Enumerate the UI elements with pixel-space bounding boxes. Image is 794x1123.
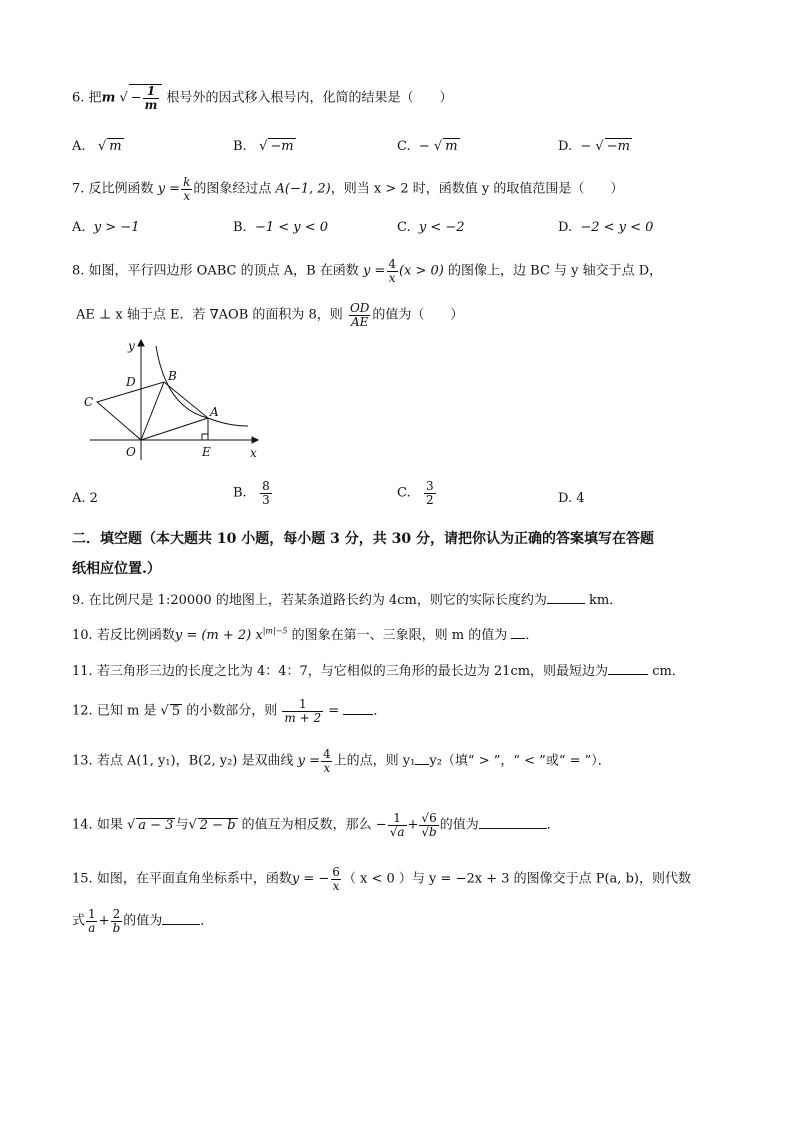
segment-ob xyxy=(141,382,164,440)
section-2-heading-line-2: 纸相应位置.） xyxy=(72,561,161,577)
option-text: −2 < y < 0 xyxy=(580,220,654,235)
option-text: 4 xyxy=(576,491,585,506)
q15-func: y = − xyxy=(291,871,330,887)
q6-radicand xyxy=(129,84,163,111)
label-x: x xyxy=(250,446,257,460)
q13-mid2: y₂（填“ > ”，“ < ”或“ = ”）． xyxy=(429,753,611,769)
answer-blank[interactable] xyxy=(511,626,525,639)
q11-post: cm． xyxy=(652,664,685,679)
q7-option-c[interactable] xyxy=(397,220,465,235)
q14-end: ． xyxy=(546,817,560,833)
q15-plus: + xyxy=(98,913,110,929)
frac-num: 1 xyxy=(298,697,307,711)
q7-point: A(−1, 2) xyxy=(275,181,331,197)
option-radicand: −m xyxy=(270,139,294,154)
q7-pre: 反比例函数 xyxy=(88,181,154,197)
q10-func: y = (m + 2) x xyxy=(174,628,263,643)
q10-exponent: |m|−5 xyxy=(262,626,288,636)
q8-number: 8. xyxy=(72,263,85,279)
q15-pre: 如图，在平面直角坐标系中，函数 xyxy=(96,871,292,887)
q14-mid: 的值互为相反数，那么 − xyxy=(241,817,387,833)
question-11 xyxy=(72,662,685,678)
q6-option-d[interactable]: D. − √ −m xyxy=(558,139,630,154)
q7-func: y = xyxy=(157,181,181,197)
hyperbola-curve xyxy=(156,346,248,426)
option-radicand: m xyxy=(109,139,122,154)
q8-line2-pre: AE ⊥ x 轴于点 E．若 ∇AOB 的面积为 8，则 xyxy=(76,307,343,323)
question-9 xyxy=(72,591,622,607)
q8-line1-pre: 如图，平行四边形 OABC 的顶点 A，B 在函数 xyxy=(88,263,359,279)
right-angle-mark xyxy=(202,434,208,440)
question-8-line-2 xyxy=(76,302,463,328)
frac-den: b xyxy=(112,920,121,935)
radical-sign: √ xyxy=(97,139,107,154)
q8-option-c[interactable] xyxy=(397,480,437,506)
option-label: B. xyxy=(233,220,247,235)
q10-number: 10. xyxy=(72,628,93,643)
q6-fraction xyxy=(143,85,160,111)
q12-end: ． xyxy=(373,703,387,719)
frac-den: x xyxy=(323,760,331,775)
q8-fraction xyxy=(386,258,398,284)
question-15-line-2 xyxy=(72,908,213,934)
q6-number: 6. xyxy=(72,90,85,106)
frac-den: a xyxy=(88,920,96,935)
q7-option-d[interactable] xyxy=(558,220,653,235)
q15-number: 15. xyxy=(72,871,93,887)
q13-func: y = xyxy=(297,753,321,769)
q8-func: y = xyxy=(362,263,386,279)
q6-option-b[interactable] xyxy=(233,138,296,154)
q13-mid: 上的点，则 y₁ xyxy=(333,753,416,769)
q7-mid: 的图象经过点 xyxy=(193,181,272,197)
frac-den: 2 xyxy=(426,492,434,507)
option-text: y < −2 xyxy=(418,220,465,235)
question-13 xyxy=(72,748,611,774)
q15-post: 的值为 xyxy=(123,913,163,929)
frac-den: √b xyxy=(421,824,437,839)
answer-blank[interactable] xyxy=(415,752,429,765)
option-text: −1 < y < 0 xyxy=(254,220,329,235)
frac-num: 6 xyxy=(332,865,340,879)
option-label: D. xyxy=(558,491,573,506)
label-c: C xyxy=(84,395,94,409)
q6-option-a[interactable] xyxy=(72,138,124,154)
frac-num: 8 xyxy=(262,479,270,493)
option-label: A. xyxy=(72,139,86,154)
label-d: D xyxy=(126,375,136,389)
q10-post: 的图象在第一、三象限，则 m 的值为 xyxy=(291,628,508,643)
option-label: A. xyxy=(72,220,86,235)
frac-num: 2 xyxy=(112,907,121,921)
q13-fraction xyxy=(321,748,333,774)
frac-den: AE xyxy=(350,314,369,329)
q6-pre: 把 xyxy=(88,90,102,106)
question-14: 14. 如果 √ a − 3 与√ 2 − b 的值互为相反数，那么 − $\frac{1}{√a}$ + $\frac{√6}{√b}$ 的值为 ． xyxy=(72,811,560,839)
frac-den: x xyxy=(183,188,191,203)
label-o: O xyxy=(126,445,136,459)
frac-den: x xyxy=(332,878,340,893)
question-12: 12. 已知 m 是 √ 5 的小数部分，则 $\frac{1}{m + 2}$ = ． xyxy=(72,697,387,725)
option-fraction xyxy=(424,480,436,506)
option-label: C. xyxy=(397,220,411,235)
frac-den: √a xyxy=(389,824,405,839)
answer-blank[interactable] xyxy=(479,816,547,829)
q13-number: 13. xyxy=(72,753,93,769)
label-b: B xyxy=(168,369,177,383)
q13-pre: 若点 A(1, y₁)，B(2, y₂) 是双曲线 xyxy=(96,753,294,769)
option-label: D. xyxy=(558,220,573,235)
q15-end: ． xyxy=(200,913,214,929)
q14-radicand-2: 2 − b xyxy=(199,817,236,833)
q7-number: 7. xyxy=(72,181,85,197)
frac-den: 3 xyxy=(262,492,270,507)
question-7 xyxy=(72,176,623,202)
radical-sign: √ xyxy=(119,90,128,106)
frac-num: 4 xyxy=(388,257,396,271)
q12-pre: 已知 m 是 xyxy=(96,703,157,719)
q15-fraction xyxy=(330,866,342,892)
q7-fraction xyxy=(181,176,192,202)
q8-cond: (x > 0) xyxy=(398,263,444,279)
option-text: y > −1 xyxy=(93,220,140,235)
q12-fraction xyxy=(282,698,323,724)
q11-number: 11. xyxy=(72,664,93,679)
frac-num: √6 xyxy=(421,811,437,825)
q12-mid: 的小数部分，则 xyxy=(186,703,278,719)
radical-sign: √ xyxy=(595,139,604,154)
label-a: A xyxy=(210,405,219,419)
q6-option-c[interactable]: C. − √ m xyxy=(397,139,458,154)
frac-num: 1 xyxy=(393,811,401,825)
frac-num: OD xyxy=(349,301,370,315)
q14-radicand-1: a − 3 xyxy=(138,817,174,833)
frac-num: 3 xyxy=(426,479,434,493)
option-text: 2 xyxy=(89,491,98,506)
q6-minus: − xyxy=(130,90,142,106)
x-axis-arrow xyxy=(252,437,258,443)
option-label: C. xyxy=(397,139,411,154)
q14-number: 14. xyxy=(72,817,93,833)
option-label: B. xyxy=(233,139,247,154)
frac-num: k xyxy=(183,175,191,189)
option-label: D. xyxy=(558,139,573,154)
q10-end: ． xyxy=(525,628,539,643)
q11-text: 若三角形三边的长度之比为 4：4：7，与它相似的三角形的最长边为 21cm，则最短边为 xyxy=(96,664,609,679)
y-axis-arrow xyxy=(138,340,144,346)
option-label: C. xyxy=(397,485,411,501)
q8-line2-post: 的值为（ ） xyxy=(372,307,464,323)
answer-blank[interactable] xyxy=(162,912,200,925)
option-fraction xyxy=(260,480,272,506)
q14-plus: + xyxy=(407,817,419,833)
q6-factor: m xyxy=(101,90,116,106)
q7-option-a[interactable] xyxy=(72,220,139,235)
q15-line2-pre: 式 xyxy=(72,913,86,929)
q12-equals: = xyxy=(328,703,340,719)
frac-num: 1 xyxy=(88,907,96,921)
question-8-line-1 xyxy=(72,258,662,284)
q8-option-d[interactable] xyxy=(558,491,585,506)
q10-pre: 若反比例函数 xyxy=(96,628,175,643)
radical-sign: √ xyxy=(433,139,443,154)
q9-post: km． xyxy=(588,593,623,608)
q14-and: 与 xyxy=(175,817,189,833)
label-e: E xyxy=(202,445,211,459)
q9-text: 在比例尺是 1:20000 的地图上，若某条道路长约为 4cm，则它的实际长度约为 xyxy=(88,593,547,608)
label-y: y xyxy=(128,339,135,353)
q8-ratio xyxy=(348,302,371,328)
answer-blank[interactable] xyxy=(343,702,373,715)
q14-pre: 如果 xyxy=(96,817,123,833)
answer-blank[interactable] xyxy=(608,662,648,675)
q12-radicand: 5 xyxy=(171,703,181,719)
q15-fraction-2 xyxy=(111,908,123,934)
frac-num: 4 xyxy=(323,747,331,761)
q15-cond: （ x < 0 ）与 y = −2x + 3 的图像交于点 P(a, b)，则代数 xyxy=(342,871,691,887)
q15-fraction-1 xyxy=(86,908,98,934)
option-radicand: −m xyxy=(606,139,630,154)
section-2-heading-line-1: 二．填空题（本大题共 10 小题，每小题 3 分，共 30 分，请把你认为正确的答案填写在答题 xyxy=(72,531,654,547)
q6-frac-den: m xyxy=(144,97,158,112)
option-radicand: m xyxy=(445,139,458,154)
q8-line1-post: 的图像上，边 BC 与 y 轴交于点 D， xyxy=(448,263,663,279)
q9-number: 9. xyxy=(72,593,85,608)
q7-post: ，则当 x > 2 时，函数值 y 的取值范围是（ ） xyxy=(330,181,624,197)
option-label: A. xyxy=(72,491,86,506)
answer-blank[interactable] xyxy=(547,591,585,604)
q7-option-b[interactable] xyxy=(233,220,328,235)
q6-frac-num: 1 xyxy=(146,84,156,98)
q14-fraction-1 xyxy=(388,812,407,838)
question-15-line-1 xyxy=(72,866,691,892)
q14-fraction-2 xyxy=(419,812,438,838)
radical-sign: √ xyxy=(259,139,268,154)
q14-post: 的值为 xyxy=(439,817,479,833)
option-label: B. xyxy=(233,485,247,501)
frac-den: m + 2 xyxy=(284,710,322,725)
q8-option-b[interactable] xyxy=(233,480,273,506)
q8-option-a[interactable] xyxy=(72,491,98,506)
frac-den: x xyxy=(388,270,396,285)
question-6 xyxy=(72,84,453,111)
q8-figure xyxy=(82,336,262,466)
question-10 xyxy=(72,626,538,642)
q6-post: 根号外的因式移入根号内，化简的结果是（ ） xyxy=(166,90,453,106)
q12-number: 12. xyxy=(72,703,93,719)
